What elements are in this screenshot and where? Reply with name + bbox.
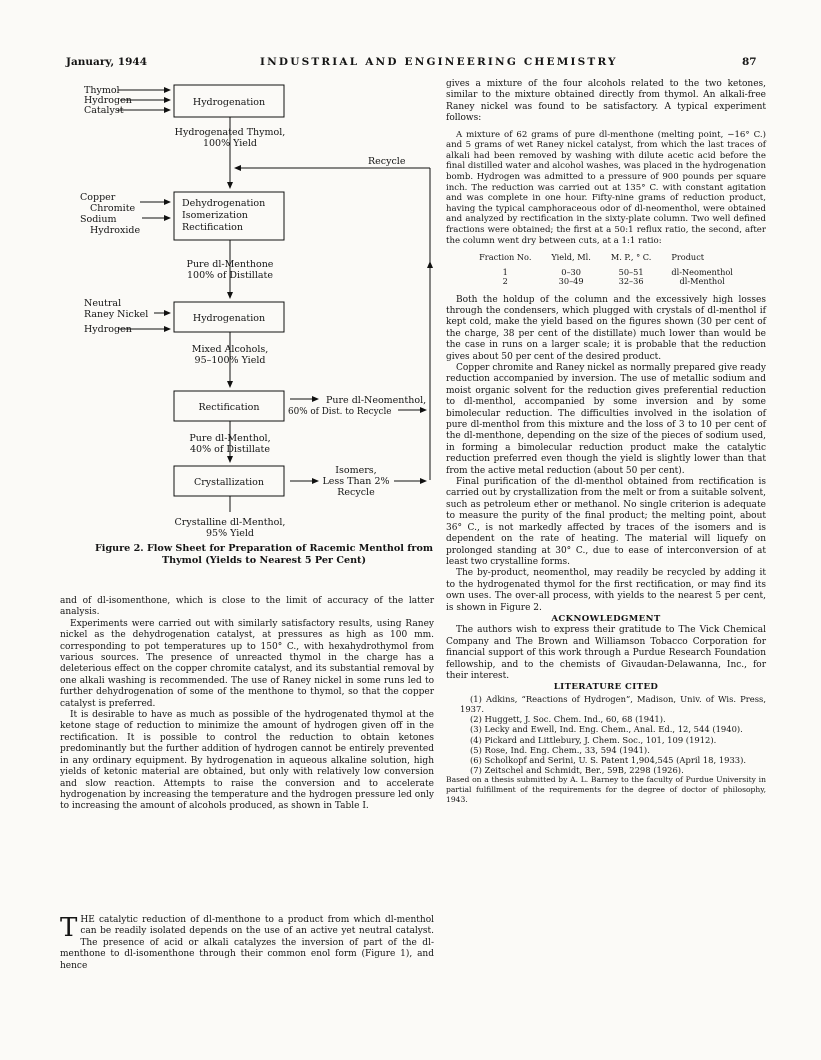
out3-line1: Mixed Alcohols, [191,344,269,355]
out4-line2: 40% of Distillate [190,444,270,455]
fraction-table [469,252,743,286]
input-hydroxide: Hydroxide [90,225,141,236]
input-hydrogen-2: Hydrogen [84,324,132,335]
out2-line1: Pure dl-Menthone [186,259,274,270]
footnote: Based on a thesis submitted by A. L. Barney to the faculty of Purdue University in partial fulfillment of the requirements for the degree of doctor of philosophy, 1943. [446,775,766,804]
out3-line2: 95–100% Yield [194,355,266,366]
side4-line1: Pure dl-Neomenthol, [326,395,427,406]
th-yield: Yield, Ml. [551,252,591,263]
out1-line2: 100% Yield [202,138,258,149]
box1-label: Hydrogenation [192,97,266,108]
figure-caption: Figure 2. Flow Sheet for Preparation of Racemic Menthol from Thymol (Yields to Nearest 5 Per Cent) [94,543,434,566]
side5-line1: Isomers, [335,465,377,476]
input-neutral: Neutral [84,298,122,309]
right-para-purification: Final purification of the dl-menthol obtained from rectification is carried out by crystallization from the melt or from a suitable solvent, such as petroleum ether or methanol. No single criterion is adequate to measure the purity of the final product; the melting point, about 36° C., is not markedly affected by traces of the isomers and is dependent on the rate of heating. The material will liquefy on prolonged standing at 30° C., due to ease of interconversion of at least two crystalline forms. [446,477,766,567]
left-column [60,596,434,813]
th-fraction: Fraction No. [479,252,532,263]
input-copper: Copper [80,192,116,203]
box2-line2: Isomerization [182,210,248,221]
out2-line2: 100% of Distillate [186,270,274,281]
left-bottom-text: HE catalytic reduction of dl-menthone to a product from which dl-menthol can be readily isolated depends on the use of an active yet neutral catalyst. The presence of acid or alkali catalyzes the inversion of part of the dl-menthone to dl-isomenthone through their common enol form (Figure 1), and hence [60,915,434,971]
reference-item: (2) Huggett, J. Soc. Chem. Ind., 60, 68 (1941). [470,714,666,725]
side5-line3: Recycle [337,487,375,498]
acknowledgment-text: The authors wish to express their gratitude to The Vick Chemical Company and The Brown and Williamson Tobacco Corporation for financial support of this work through a Purdue Research Foundation fellowship, and to the chemists of Givaudan-Delawanna, Inc., for their interest. [446,625,766,681]
page-number: 87 [742,56,757,68]
drop-cap: T [60,913,78,943]
left-para-1: and of dl-isomenthone, which is close to the limit of accuracy of the latter analysis. [60,596,434,618]
recycle-label: Recycle [368,156,406,167]
input-chromite: Chromite [90,203,136,214]
right-para-catalysts: Copper chromite and Raney nickel as normally prepared give ready reduction accompanied by inversion. The use of metallic sodium and moist organic solvent for the reduction gives preferential reduction to dl-menthol, accompanied by some inversion and by some bimolecular reduction. The difficulties involved in the isolation of pure dl-menthol from this mixture and the loss of 3 to 10 per cent of the dl-menthone, depending on the size of the pieces of sodium used, in forming a bimolecular reduction product make the catalytic reduction preferred even though the yield is slightly lower than that from the active metal reduction (about 50 per cent). [446,363,767,476]
side4-line2: 60% of Dist. to Recycle [288,407,392,417]
running-header-date: January, 1944 [66,56,148,68]
right-para-1: gives a mixture of the four alcohols related to the two ketones, similar to the mixture obtained directly from thymol. An alkali-free Raney nickel was found to be satisfactory. A typical experiment follows: [446,79,766,124]
right-para-holdup: Both the holdup of the column and the excessively high losses through the condensers, which plugged with crystals of dl-menthol if kept cold, make the yield based on the figures shown (30 per cent of the charge, 38 per cent of the distillate) much lower than would be the case in runs on a larger scale; it is probable that the reduction gives about 50 per cent of the desired product. [446,294,766,362]
left-bottom-section [60,915,434,972]
table-row: 2 30–49 32–36 dl-Menthol [502,276,725,287]
th-mp: M. P., ° C. [610,252,652,263]
input-hydrogen: Hydrogen [84,95,132,106]
right-para-byproduct: The by-product, neomenthol, may readily be recycled by adding it to the hydrogenated thymol for the first rectification, or may find its own uses. The over-all process, with yields to the nearest 5 per cent, is shown in Figure 2. [446,568,766,613]
input-raney-nickel: Raney Nickel [84,309,149,320]
left-para-3: It is desirable to have as much as possible of the hydrogenated thymol at the ketone stage of reduction to minimize the amount of hydrogen given off in the rectification. It is possible to control the reduction to obtain ketones predominantly but the further addition of hydrogen cannot be entirely prevented in any ordinary equipment. By hydrogenation in aqueous alkaline solution, high yields of ketonic material are obtained, but only with relatively low conversion and slow reaction. Attempts to raise the conversion and to accelerate hydrogenation by increasing the temperature and the hydrogen pressure led only to increasing the amount of alcohols produced, as shown in Table I. [60,710,434,812]
box5-label: Crystallization [193,477,265,488]
box3-label: Hydrogenation [192,313,266,324]
box2-line1: Dehydrogenation [182,198,266,209]
reference-item: (7) Zeitschel and Schmidt, Ber., 59B, 2298 (1926). [470,765,684,776]
reference-item: (3) Lecky and Ewell, Ind. Eng. Chem., Anal. Ed., 12, 544 (1940). [470,724,743,735]
input-thymol: Thymol [84,85,120,96]
input-sodium: Sodium [80,214,117,225]
box2-line3: Rectification [182,222,243,233]
out5-line2: 95% Yield [205,528,255,539]
box4-label: Rectification [198,402,260,413]
table-row: 1 0–30 50–51 dl-Neomenthol [502,266,733,277]
running-header-journal: INDUSTRIAL AND ENGINEERING CHEMISTRY [260,56,618,68]
acknowledgment-heading: ACKNOWLEDGMENT [551,613,661,624]
reference-item: (5) Rose, Ind. Eng. Chem., 33, 594 (1941). [470,744,650,755]
out4-line1: Pure dl-Menthol, [189,433,271,444]
input-catalyst: Catalyst [84,105,124,116]
out5-line1: Crystalline dl-Menthol, [174,517,286,528]
reference-list [446,694,766,776]
reference-item: (6) Scholkopf and Serini, U. S. Patent 1,904,545 (April 18, 1933). [470,755,747,765]
out1-line1: Hydrogenated Thymol, [174,127,286,138]
flow-sheet-figure [80,80,460,540]
right-column [446,79,766,804]
left-para-2: Experiments were carried out with similarly satisfactory results, using Raney nickel as the dehydrogenation catalyst, at pressures as high as 100 mm. corresponding to pot temperatures up to 150° C., with hexahydrothymol from various sources. The presence of unreacted thymol in the charge has a deleterious effect on the copper chromite catalyst, and its substantial removal by one alkali washing is recommended. The use of Raney nickel in some runs led to further dehydrogenation of some of the menthone to thymol, so that the copper catalyst is preferred. [60,618,434,709]
th-product: Product [671,252,705,263]
reference-item: (4) Pickard and Littlebury, J. Chem. Soc., 101, 109 (1912). [470,734,717,745]
right-experiment: A mixture of 62 grams of pure dl-menthone (melting point, −16° C.) and 5 grams of wet Raney nickel catalyst, from which the last traces of alkali had been removed by washing with dilute acetic acid before the final distilled water and alcohol washes, was placed in the hydrogenation bomb. Hydrogen was admitted to a pressure of 900 pounds per square inch. The reduction was carried out at 135° C. with constant agitation and was complete in one hour. Fifty-nine grams of reduction product, having the typical camphoraceous odor of dl-neomenthol, were obtained and analyzed by rectification in the sixty-plate column. Two well defined fractions were obtained; the first at a 50:1 reflux ratio, the second, after the column went dry between cuts, at a 1:1 ratio: [446,129,767,246]
reference-item: (1) Adkins, “Reactions of Hydrogen”, Madison, Univ. of Wis. Press, 1937. [460,693,766,714]
side5-line2: Less Than 2% [322,476,390,487]
literature-heading: LITERATURE CITED [553,682,659,693]
